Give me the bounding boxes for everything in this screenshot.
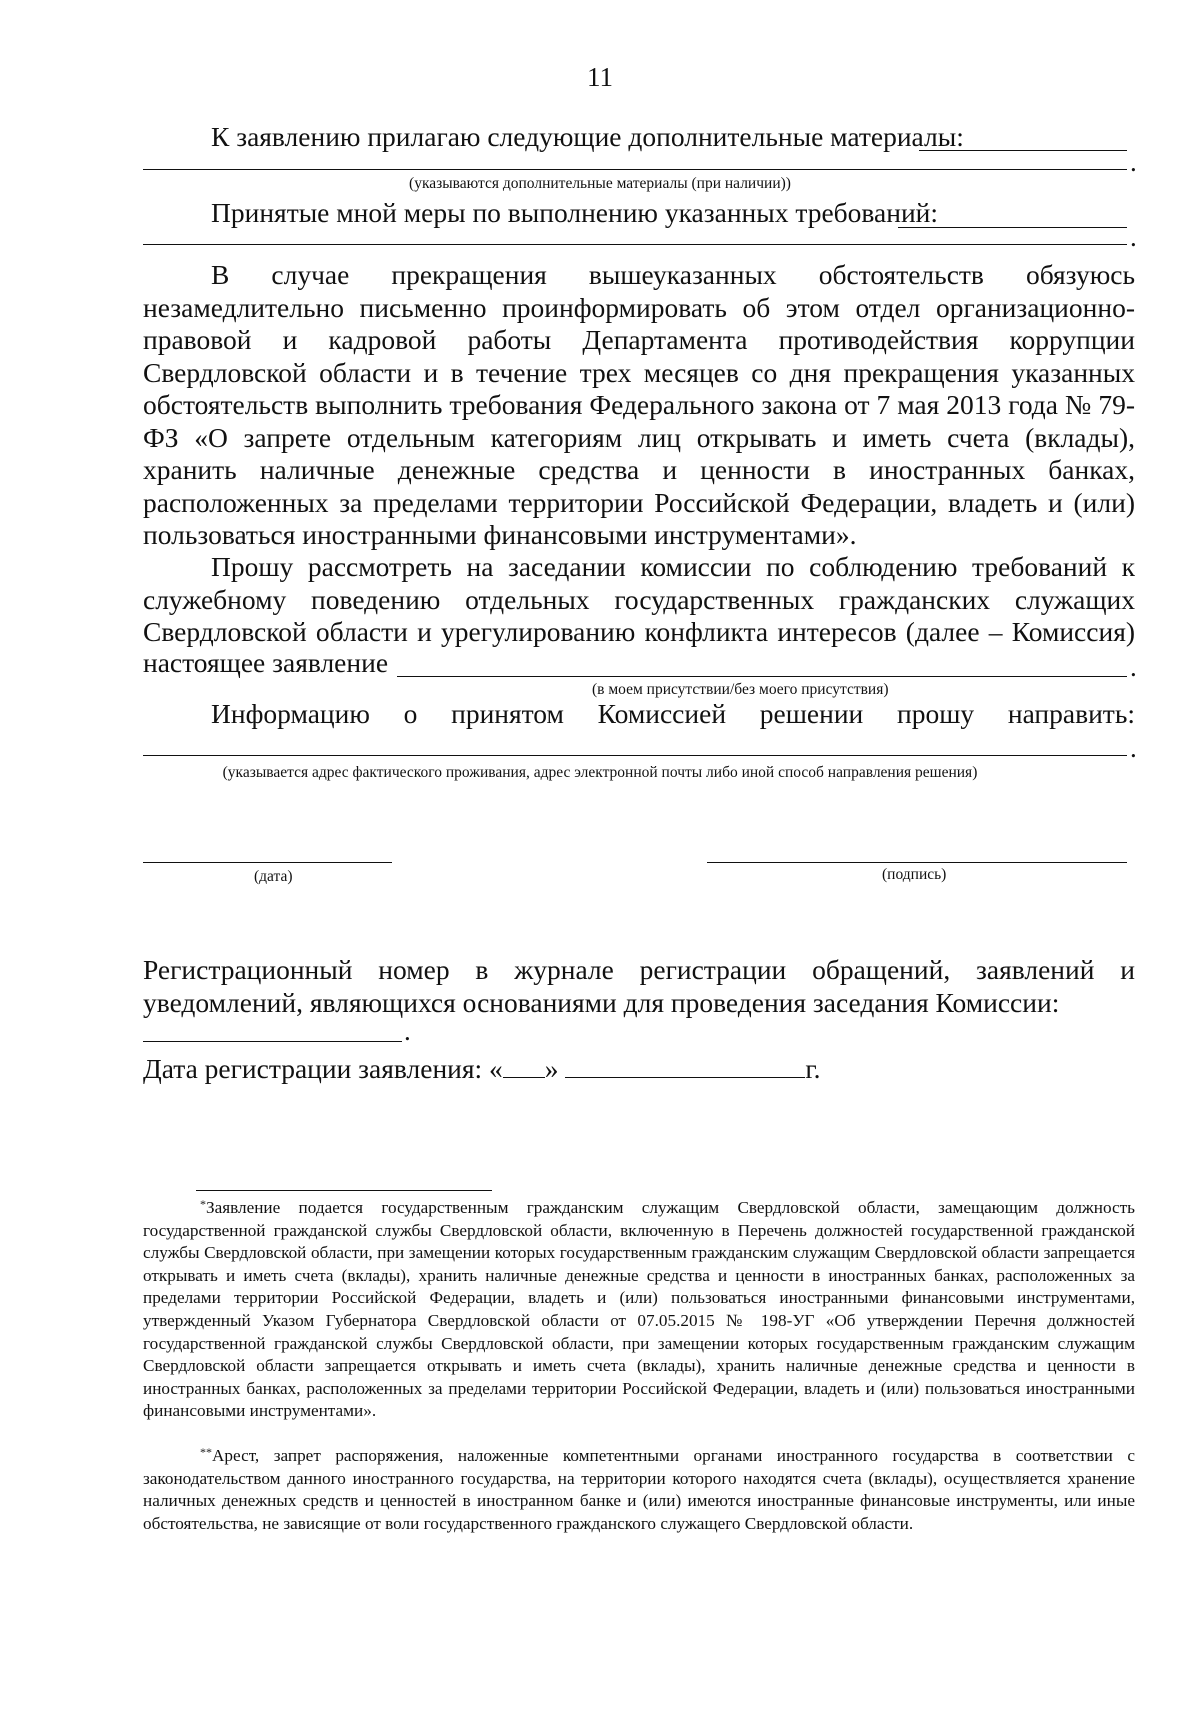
footnote-2 (143, 1441, 1135, 1535)
footnote-1 (143, 1193, 1135, 1423)
date-line[interactable] (143, 862, 392, 863)
period-mark: . (1130, 652, 1137, 682)
statement-label: настоящее заявление (143, 647, 389, 678)
footnote-2-text: Арест, запрет распоряжения, наложенные компетентными органами иностранного государства в соответствии с законодательством данного иностранного государства, на территории которого находятся счета (вклады), осуществляется хранение наличных денежных средств и ценностей в иностранном банке и (или) имеются иностранные финансовые инструменты, или иные обстоятельства, не зависящие от воли государственного гражданского служащего Свердловской области. (143, 1446, 1135, 1533)
period-mark: . (1130, 733, 1137, 763)
commitment-paragraph: В случае прекращения вышеуказанных обстоятельств обязуюсь незамедлительно письменно проинформировать об этом отдел организационно-правовой и кадровой работы Департамента противодействия коррупции Свердловской области и в течение трех месяцев со дня прекращения указанных обстоятельств выполнить требования Федерального закона от 7 мая 2013 года № 79-ФЗ «О запрете отдельным категориям лиц открывать и иметь счета (вклады), хранить наличные денежные средства и ценности в иностранных банках, расположенных за пределами территории Российской Федерации, владеть и (или) пользоваться иностранными финансовыми инструментами». (143, 259, 1135, 550)
footnote-1-marker: * (200, 1197, 206, 1211)
measures-fill-line[interactable] (898, 227, 1127, 228)
signature-line[interactable] (707, 862, 1127, 863)
decision-fill-line[interactable] (143, 755, 1127, 756)
footnote-2-marker: ** (200, 1445, 212, 1459)
signature-caption: (подпись) (882, 866, 947, 883)
footnote-separator (196, 1190, 492, 1191)
registration-date-row (143, 1053, 820, 1086)
date-caption: (дата) (254, 868, 293, 885)
registration-number-label: Регистрационный номер в журнале регистрации обращений, заявлений и уведомлений, являющихся основаниями для проведения заседания Комиссии: (143, 954, 1135, 1018)
registration-date-quote-close: » (544, 1053, 559, 1084)
registration-day-line[interactable] (503, 1055, 545, 1078)
request-paragraph: Прошу рассмотреть на заседании комиссии по соблюдению требований к служебному поведению отдельных государственных гражданских служащих Свердловской области и урегулированию конфликта интересов (далее – Комиссия) (143, 551, 1135, 647)
statement-caption: (в моем присутствии/без моего присутствия) (592, 681, 889, 698)
registration-year-suffix: г. (805, 1053, 821, 1084)
period-mark: . (1130, 222, 1137, 252)
period-mark: . (404, 1016, 411, 1046)
attachments-caption: (указываются дополнительные материалы (при наличии)) (409, 175, 791, 192)
statement-fill-line[interactable] (397, 676, 1127, 677)
page-number: 11 (587, 62, 613, 92)
attachments-fill-line-2[interactable] (143, 169, 1127, 170)
attachments-fill-line[interactable] (919, 150, 1127, 151)
footnote-1-text: Заявление подается государственным гражданским служащим Свердловской области, замещающим должность государственной гражданской службы Свердловской области, включенную в Перечень должностей государственной гражданской службы Свердловской области, при замещении которых государственным гражданским служащим Свердловской области запрещается открывать и иметь счета (вклады), хранить наличные денежные средства и ценности в иностранных банках, расположенных за пределами территории Российской Федерации, владеть и (или) пользоваться иностранными финансовыми инструментами, утвержденный Указом Губернатора Свердловской области от 07.05.2015 № 198-УГ «Об утверждении Перечня должностей государственной гражданской службы Свердловской области, при замещении которых государственным гражданским служащим Свердловской области запрещается открывать и иметь счета (вклады), хранить наличные денежные средства и ценности в иностранных банках, расположенных за пределами территории Российской Федерации, владеть и (или) пользоваться иностранными финансовыми инструментами». (143, 1198, 1135, 1421)
attachments-label: К заявлению прилагаю следующие дополнительные материалы: (211, 121, 964, 152)
measures-fill-line-2[interactable] (143, 244, 1127, 245)
registration-date-label: Дата регистрации заявления: « (143, 1053, 503, 1084)
period-mark: . (1130, 147, 1137, 177)
measures-label: Принятые мной меры по выполнению указанных требований: (211, 197, 939, 228)
decision-info-label: Информацию о принятом Комиссией решении прошу направить: (211, 698, 1135, 729)
registration-month-line[interactable] (565, 1055, 805, 1078)
decision-caption: (указывается адрес фактического проживания, адрес электронной почты либо иной способ направления решения) (222, 764, 978, 781)
registration-number-line[interactable] (143, 1041, 402, 1042)
